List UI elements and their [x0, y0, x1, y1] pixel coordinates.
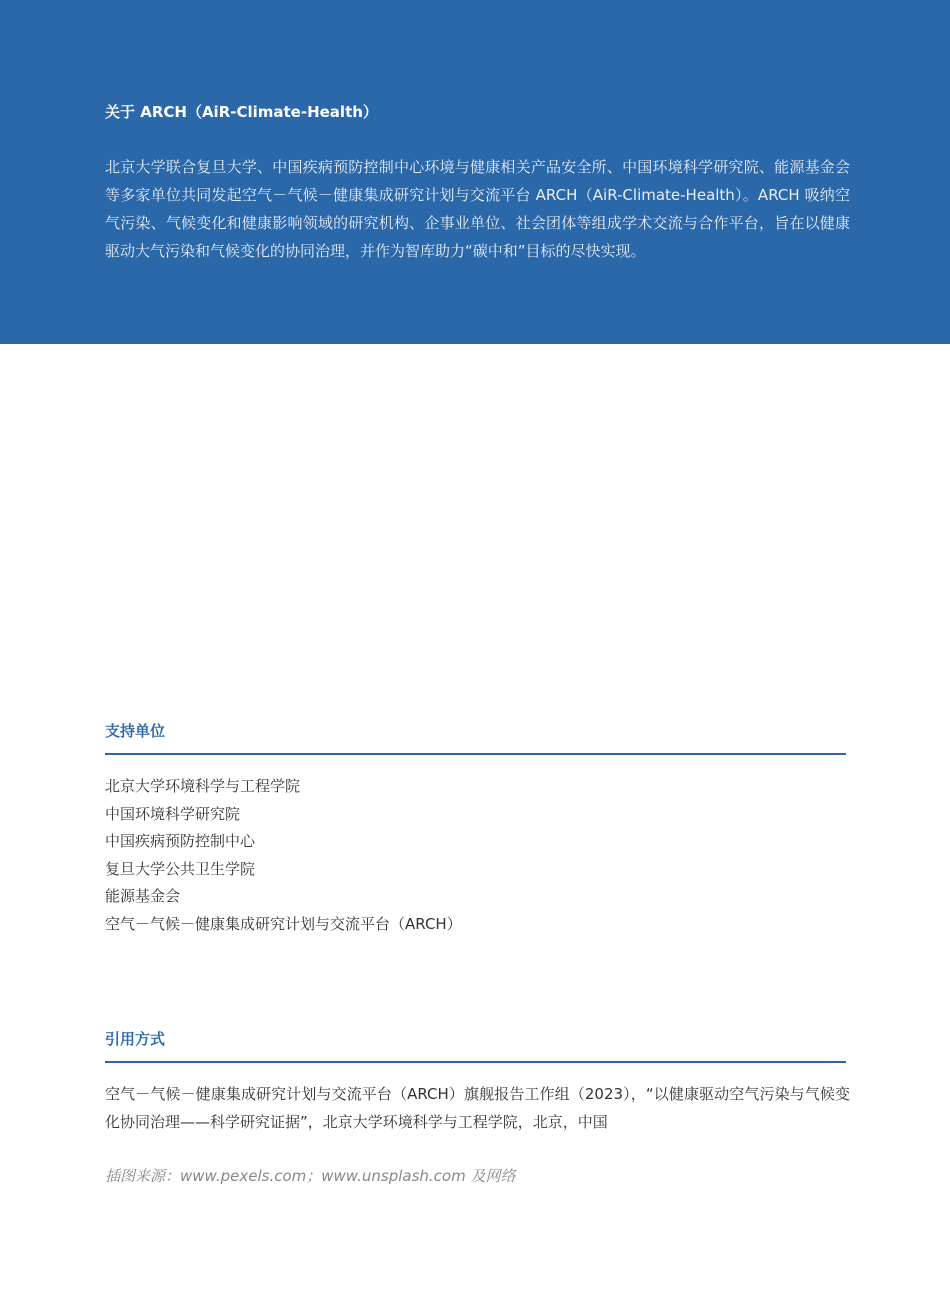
supporter-item: 中国环境科学研究院: [105, 804, 241, 823]
supporters-divider: [105, 753, 846, 755]
supporters-list: [105, 773, 462, 939]
image-credit: 插图来源：www.pexels.com；www.unsplash.com 及网络: [105, 1167, 516, 1185]
supporter-item: 能源基金会: [105, 887, 181, 906]
citation-text: 空气－气候－健康集成研究计划与交流平台（ARCH）旗舰报告工作组（2023），“以健康驱动空气污染与气候变化协同治理——科学研究证据”，北京大学环境科学与工程学院，北京，中国: [105, 1085, 850, 1131]
citation-heading: 引用方式: [105, 1030, 166, 1048]
about-body: 北京大学联合复旦大学、中国疾病预防控制中心环境与健康相关产品安全所、中国环境科学研究院、能源基金会等多家单位共同发起空气－气候－健康集成研究计划与交流平台 ARCH（AiR-Climate-Health）。ARCH 吸纳空气污染、气候变化和健康影响领域的研究机构、企事业单位、社会团体等组成学术交流与合作平台，旨在以健康驱动大气污染和气候变化的协同治理，并作为智库助力“碳中和”目标的尽快实现。: [105, 158, 850, 260]
about-banner: [0, 0, 950, 344]
supporters-heading: 支持单位: [105, 722, 166, 740]
supporter-item: 复旦大学公共卫生学院: [105, 859, 256, 878]
supporter-item: 北京大学环境科学与工程学院: [105, 777, 301, 795]
citation-divider: [105, 1061, 846, 1063]
supporter-item: 中国疾病预防控制中心: [105, 832, 256, 851]
about-title: 关于 ARCH（AiR-Climate-Health）: [105, 103, 378, 121]
supporter-item: 空气－气候－健康集成研究计划与交流平台（ARCH）: [105, 914, 462, 933]
